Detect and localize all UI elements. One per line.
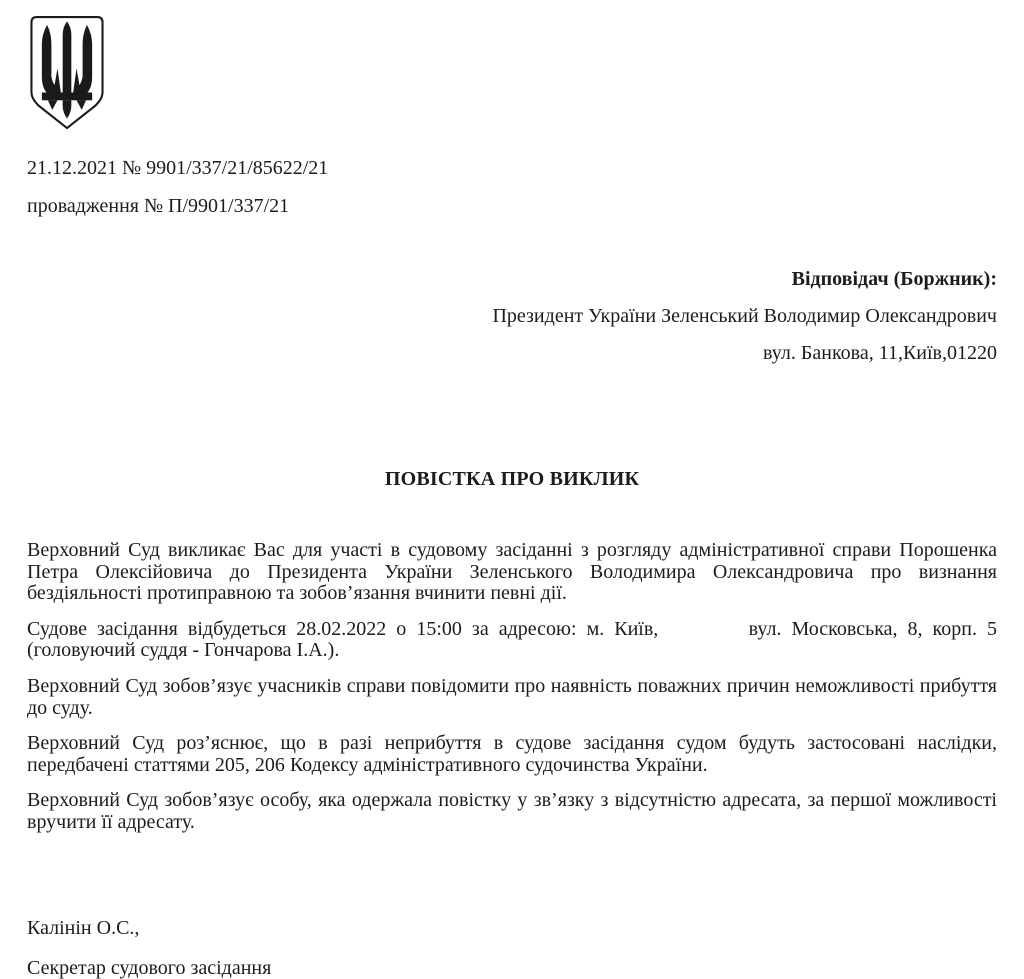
body-paragraph-obligation-notify: Верховний Суд зобов’язує учасників справи повідомити про наявність поважних причин неможливості прибуття до суду. bbox=[27, 674, 997, 719]
document-number-line: 21.12.2021 № 9901/337/21/85622/21 bbox=[27, 157, 329, 179]
addressee-address: вул. Банкова, 11,Київ,01220 bbox=[763, 342, 997, 364]
proceeding-number-line: провадження № П/9901/337/21 bbox=[27, 195, 290, 217]
body-paragraph-hearing-details: Судове засідання відбудеться 28.02.2022 о 15:00 за адресою: м. Київ, вул. Московська, 8, корп. 5 (головуючий суддя - Гончарова І.А.). bbox=[27, 617, 997, 662]
addressee-name: Президент України Зеленський Володимир Олександрович bbox=[492, 305, 997, 327]
trident-icon bbox=[28, 12, 106, 134]
signature-name: Калінін О.С., bbox=[27, 916, 140, 939]
body-paragraph-delivery-obligation: Верховний Суд зобов’язує особу, яка одержала повістку у зв’язку з відсутністю адресата, за першої можливості вручити її адресату. bbox=[27, 789, 997, 833]
body-paragraph-summons: Верховний Суд викликає Вас для участі в судовому засіданні з розгляду адміністративної справи Порошенка Петра Олексійовича до Президента України Зеленського Володимира Олександровича про визнання бездіяльності протиправною та зобов’язання вчинити певні дії. bbox=[27, 539, 997, 605]
body-paragraph-consequences: Верховний Суд роз’яснює, що в разі неприбуття в судове засідання судом будуть застосовані наслідки, передбачені статтями 205, 206 Кодексу адміністративного судочинства України. bbox=[27, 732, 997, 776]
addressee-block bbox=[27, 269, 997, 364]
signature-block bbox=[27, 918, 997, 979]
document-body bbox=[27, 540, 997, 834]
signature-position: Секретар судового засідання bbox=[27, 956, 272, 979]
addressee-role: Відповідач (Боржник): bbox=[791, 268, 997, 290]
ukraine-coat-of-arms-emblem bbox=[28, 12, 106, 134]
page-title: ПОВІСТКА ПРО ВИКЛИК bbox=[384, 468, 640, 490]
